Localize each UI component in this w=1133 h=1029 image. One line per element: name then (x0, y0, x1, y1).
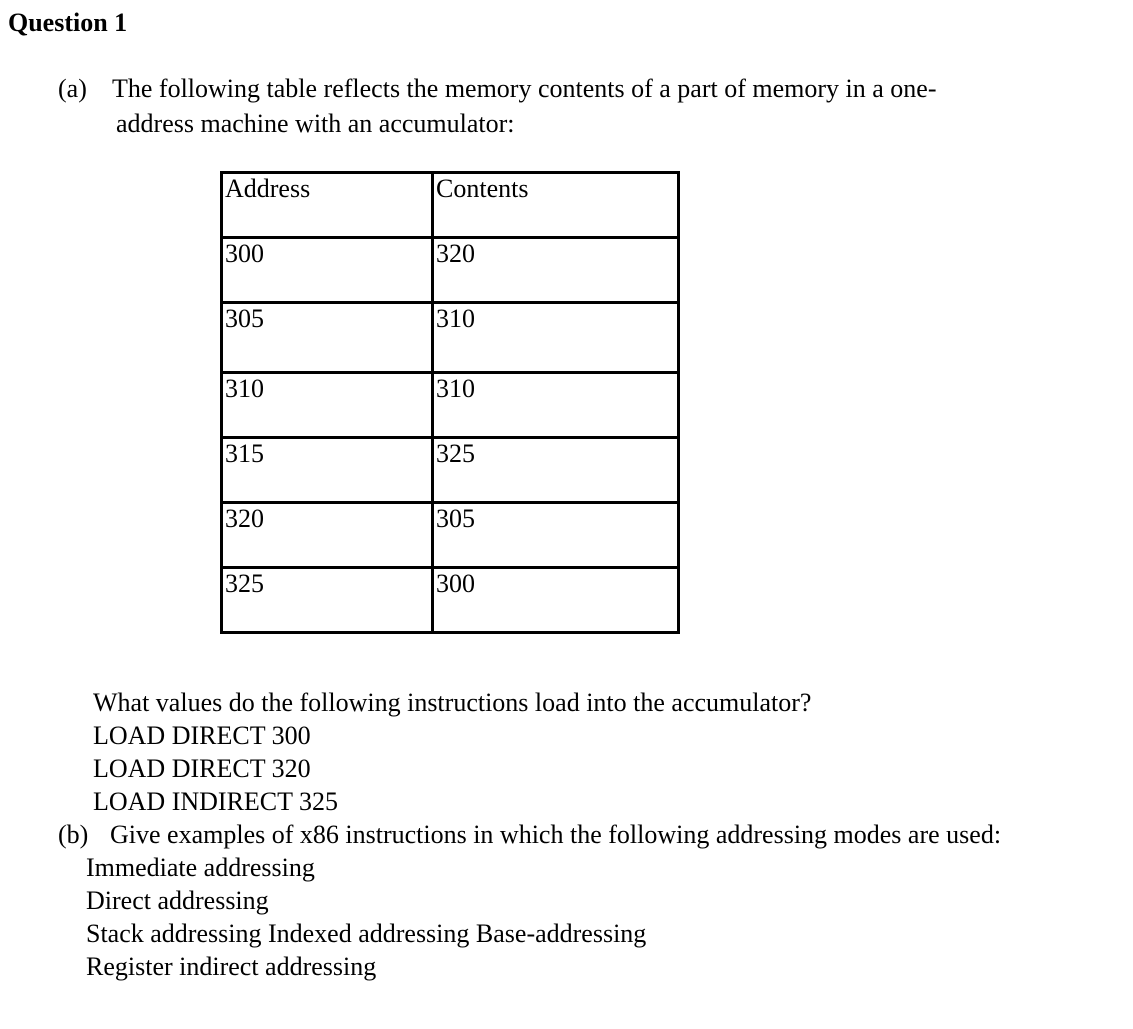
instruction-1: LOAD DIRECT 300 (93, 721, 311, 750)
part-a-intro-line-2: address machine with an accumulator: (116, 109, 515, 138)
part-a-label: (a) (58, 74, 87, 103)
table-row (222, 438, 679, 503)
address-cell: 325 (222, 568, 433, 633)
contents-cell: 305 (433, 503, 679, 568)
instruction-3: LOAD INDIRECT 325 (93, 787, 339, 816)
part-b-intro: Give examples of x86 instructions in which the following addressing modes are used: (110, 820, 1002, 849)
contents-cell: 310 (433, 373, 679, 438)
address-cell: 320 (222, 503, 433, 568)
mode-item: Immediate addressing (86, 853, 315, 882)
header-address: Address (222, 173, 433, 238)
contents-cell: 320 (433, 238, 679, 303)
address-cell: 315 (222, 438, 433, 503)
contents-cell: 310 (433, 303, 679, 373)
table-row (222, 303, 679, 373)
mode-item: Stack addressing Indexed addressing Base-addressing (86, 919, 647, 948)
address-cell: 305 (222, 303, 433, 373)
part-b-label: (b) (58, 820, 89, 849)
part-a-question: What values do the following instructions load into the accumulator? (93, 688, 812, 717)
address-cell: 310 (222, 373, 433, 438)
table-row (222, 568, 679, 633)
mode-item: Register indirect addressing (86, 952, 377, 981)
table-row (222, 238, 679, 303)
header-contents: Contents (433, 173, 679, 238)
memory-table (220, 171, 680, 634)
table-header-row (222, 173, 679, 238)
contents-cell: 300 (433, 568, 679, 633)
address-cell: 300 (222, 238, 433, 303)
part-a-intro-line-1: The following table reflects the memory contents of a part of memory in a one- (112, 74, 937, 103)
instruction-2: LOAD DIRECT 320 (93, 754, 311, 783)
table-row (222, 503, 679, 568)
table-row (222, 373, 679, 438)
question-title: Question 1 (8, 8, 128, 37)
mode-item: Direct addressing (86, 886, 269, 915)
contents-cell: 325 (433, 438, 679, 503)
